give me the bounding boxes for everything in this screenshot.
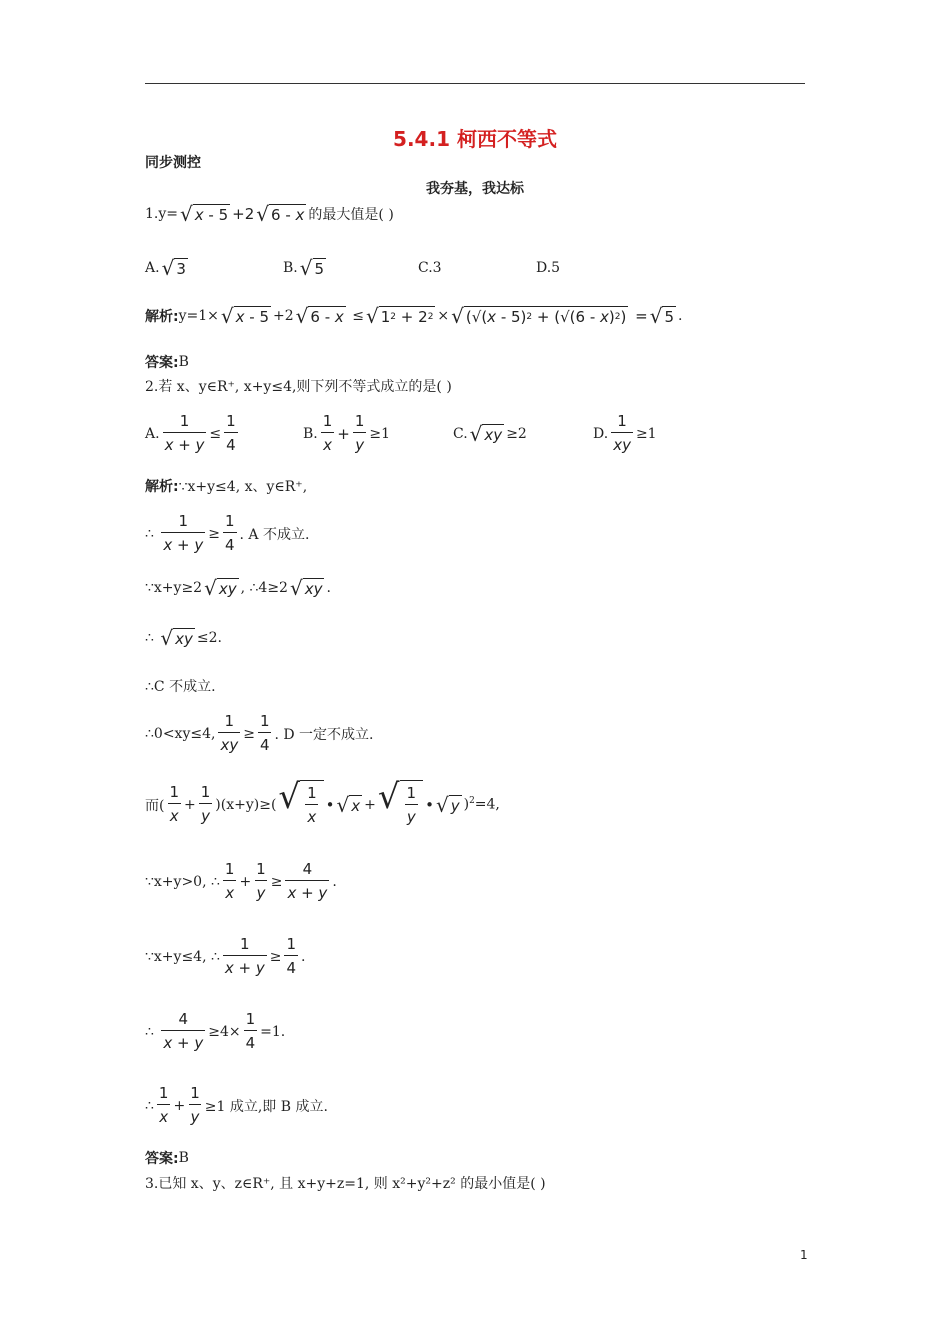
q2-analysis-8: ∵x+y>0, ∴ $\frac{1}{x}$ + $\frac{1}{y}$ ≥ $\frac{4}{x + y}$ . <box>145 858 337 905</box>
q2-analysis-3: ∵x+y≥2 √ xy , ∴4≥2 √ xy . <box>145 576 331 600</box>
sqrt-6-x: √ 6 - x <box>256 202 305 226</box>
header-rule <box>145 83 805 84</box>
q2-analysis-4: ∴ √ xy ≤2. <box>145 626 222 650</box>
q2-analysis-10: ∴ $\frac{4}{x + y}$ ≥4× $\frac{1}{4}$ =1. <box>145 1008 285 1055</box>
q2-analysis-11: ∴ $\frac{1}{x}$ + $\frac{1}{y}$ ≥1 成立,即 B 成立. <box>145 1082 328 1129</box>
page-number: 1 <box>800 1248 808 1262</box>
q2-analysis-1: 解析: ∵x+y≤4, x、y∈R⁺, <box>145 479 308 495</box>
section-label: 同步测控 <box>145 155 201 171</box>
q2-option-d: D. $\frac{1}{xy}$ ≥1 <box>593 410 657 457</box>
q2-analysis-2: ∴ $\frac{1}{x + y}$ ≥ $\frac{1}{4}$ . A 不成立. <box>145 510 309 557</box>
q1-option-d: D.5 <box>536 260 561 276</box>
q2-option-a: A. $\frac{1}{x + y}$ ≤ $\frac{1}{4}$ <box>145 410 303 457</box>
q2-analysis-5: ∴C 不成立. <box>145 679 216 695</box>
q2-options <box>145 410 657 457</box>
q1-analysis: 解析: y=1× √ x - 5 +2 √ 6 - x ≤ √ 1 2 + 2 2 × √ (√( x - 5) 2 + (√(6 - x ) 2 ) = √ 5 . <box>145 304 683 328</box>
q1-stem-tail: 的最大值是( ) <box>308 207 394 223</box>
q2-option-c: C. √ xy ≥2 <box>453 421 527 446</box>
q1-option-b: B. √ 5 <box>283 256 325 280</box>
q3-stem: 3.已知 x、y、z∈R⁺, 且 x+y+z=1, 则 x²+y²+z² 的最小值是( ) <box>145 1176 546 1192</box>
section-subheading: 我夯基，我达标 <box>426 181 524 197</box>
q2-analysis-9: ∵x+y≤4, ∴ $\frac{1}{x + y}$ ≥ $\frac{1}{4}$ . <box>145 933 305 980</box>
q2-analysis-7: 而( $\frac{1}{x}$ + $\frac{1}{y}$ )(x+y)≥( √ $\frac{1}{x}$ • √ x + √ $\frac{1}{y}$ • √ y )$^2$=4, <box>145 780 500 829</box>
q2-answer: 答案: B <box>145 1150 189 1167</box>
q1-option-a: A. √ 3 <box>145 256 186 280</box>
q2-analysis-6: ∴0<xy≤4, $\frac{1}{xy}$ ≥ $\frac{1}{4}$ . D 一定不成立. <box>145 710 374 757</box>
q1-option-c: C.3 <box>418 260 442 276</box>
q2-option-b: B. $\frac{1}{x}$ + $\frac{1}{y}$ ≥1 <box>303 410 453 457</box>
q1-y-eq: y= <box>158 206 178 222</box>
q2-stem: 2.若 x、y∈R⁺, x+y≤4,则下列不等式成立的是( ) <box>145 379 452 395</box>
page-title: 5.4.1 柯西不等式 <box>393 127 557 151</box>
q1-answer: 答案: B <box>145 354 189 371</box>
q1-prefix: 1. <box>145 206 159 222</box>
sqrt-x-5: √ x - 5 <box>180 202 229 226</box>
analysis-label: 解析: <box>145 309 179 325</box>
q1-stem: 1. y= √ x - 5 +2 √ 6 - x 的最大值是( ) <box>145 202 394 226</box>
q1-options <box>145 258 560 278</box>
